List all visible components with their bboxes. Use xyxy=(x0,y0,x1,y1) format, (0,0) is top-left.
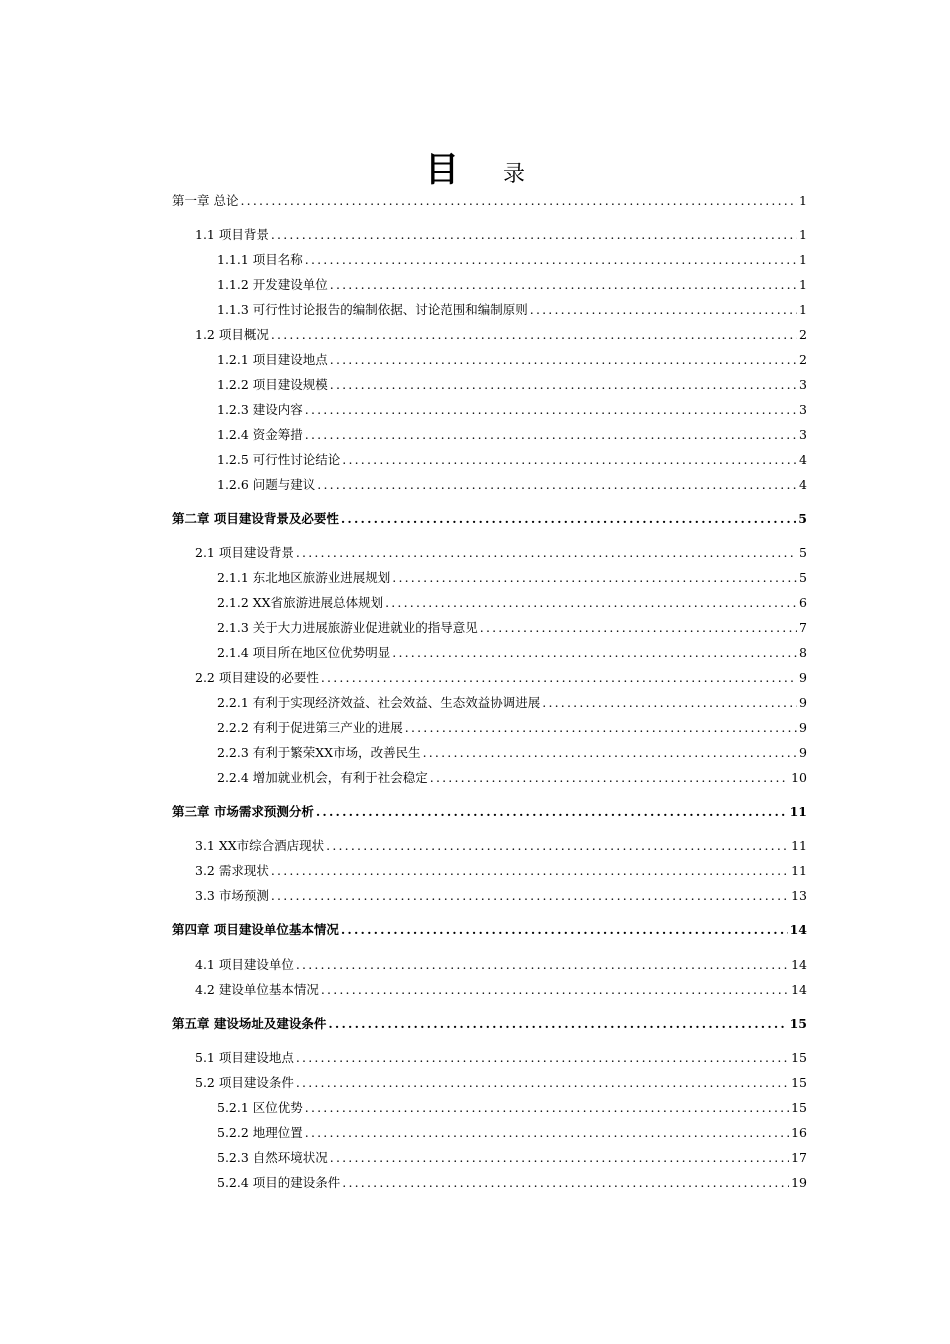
toc-entry[interactable] xyxy=(217,692,807,714)
toc-page-number: 10 xyxy=(791,770,807,785)
toc-leader-dots xyxy=(430,767,789,789)
toc-entry-label: 1.1.1 项目名称 xyxy=(217,252,303,267)
toc-page-number: 3 xyxy=(799,377,807,392)
toc-leader-dots xyxy=(296,1047,789,1069)
toc-page-number: 19 xyxy=(791,1175,807,1190)
toc-entry-label: 2.1.3 关于大力进展旅游业促进就业的指导意见 xyxy=(217,620,478,635)
toc-leader-dots xyxy=(271,885,789,907)
toc-leader-dots xyxy=(296,1072,789,1094)
toc-leader-dots xyxy=(530,299,797,321)
toc-entry[interactable] xyxy=(217,592,807,614)
toc-entry-label: 2.2.3 有利于繁荣XX市场，改善民生 xyxy=(217,745,421,760)
toc-entry[interactable] xyxy=(195,860,807,882)
toc-leader-dots xyxy=(305,1097,789,1119)
toc-entry[interactable] xyxy=(217,1147,807,1169)
toc-leader-dots xyxy=(305,249,797,271)
toc-leader-dots xyxy=(271,224,797,246)
toc-leader-dots xyxy=(341,508,796,530)
toc-leader-dots xyxy=(342,449,797,471)
toc-page-number: 1 xyxy=(799,277,807,292)
toc-entry[interactable] xyxy=(217,274,807,296)
toc-leader-dots xyxy=(342,1172,789,1194)
toc-leader-dots xyxy=(392,567,797,589)
toc-leader-dots xyxy=(423,742,797,764)
toc-page-number: 15 xyxy=(791,1050,807,1065)
toc-entry-label: 第一章 总论 xyxy=(172,193,239,208)
toc-leader-dots xyxy=(296,954,789,976)
toc-page-number: 4 xyxy=(799,452,807,467)
toc-page-number: 13 xyxy=(791,888,807,903)
toc-entry-label: 2.1 项目建设背景 xyxy=(195,545,294,560)
toc-entry[interactable] xyxy=(195,835,807,857)
toc-entry-label: 2.1.2 XX省旅游进展总体规划 xyxy=(217,595,384,610)
toc-entry-label: 1.2.2 项目建设规模 xyxy=(217,377,328,392)
toc-page-number: 16 xyxy=(791,1125,807,1140)
toc-leader-dots xyxy=(385,592,797,614)
toc-page-number: 17 xyxy=(791,1150,807,1165)
toc-leader-dots xyxy=(240,190,797,212)
toc-page-number: 14 xyxy=(791,982,807,997)
toc-entry[interactable] xyxy=(195,667,807,689)
toc-leader-dots xyxy=(330,349,797,371)
toc-page-number: 6 xyxy=(799,595,807,610)
toc-leader-dots xyxy=(330,274,797,296)
toc-entry-label: 第二章 项目建设背景及必要性 xyxy=(172,511,339,526)
toc-page-number: 11 xyxy=(791,863,807,878)
toc-entry[interactable] xyxy=(217,474,807,496)
toc-leader-dots xyxy=(392,642,797,664)
toc-entry-label: 2.2 项目建设的必要性 xyxy=(195,670,319,685)
toc-entry[interactable] xyxy=(217,299,807,321)
toc-entry[interactable] xyxy=(217,742,807,764)
toc-leader-dots xyxy=(317,474,797,496)
toc-page-number: 14 xyxy=(791,957,807,972)
toc-entry-label: 2.2.2 有利于促进第三产业的进展 xyxy=(217,720,403,735)
toc-page-number: 15 xyxy=(791,1075,807,1090)
toc-entry-label: 2.2.1 有利于实现经济效益、社会效益、生态效益协调进展 xyxy=(217,695,541,710)
toc-entry-label: 5.2.3 自然环境状况 xyxy=(217,1150,328,1165)
toc-page-number: 1 xyxy=(799,302,807,317)
toc-leader-dots xyxy=(296,542,797,564)
toc-leader-dots xyxy=(305,399,797,421)
toc-entry[interactable] xyxy=(217,1172,807,1194)
toc-page-number: 3 xyxy=(799,427,807,442)
toc-page-number: 9 xyxy=(799,745,807,760)
toc-page-number: 2 xyxy=(799,352,807,367)
toc-leader-dots xyxy=(316,801,788,823)
toc-entry-label: 1.1.2 开发建设单位 xyxy=(217,277,328,292)
toc-leader-dots xyxy=(341,919,788,941)
toc-entry-label: 5.2.2 地理位置 xyxy=(217,1125,303,1140)
toc-entry[interactable] xyxy=(195,542,807,564)
toc-entry[interactable] xyxy=(217,617,807,639)
toc-chapter-entry[interactable] xyxy=(172,919,807,941)
toc-page-number: 9 xyxy=(799,695,807,710)
toc-entry[interactable] xyxy=(217,767,807,789)
toc-entry-label: 3.1 XX市综合酒店现状 xyxy=(195,838,325,853)
toc-entry-label: 3.3 市场预测 xyxy=(195,888,269,903)
toc-entry[interactable] xyxy=(217,1097,807,1119)
toc-entry-label: 3.2 需求现状 xyxy=(195,863,269,878)
toc-entry-label: 5.2.1 区位优势 xyxy=(217,1100,303,1115)
toc-entry-label: 5.2 项目建设条件 xyxy=(195,1075,294,1090)
toc-entry-label: 1.2.5 可行性讨论结论 xyxy=(217,452,341,467)
toc-entry[interactable] xyxy=(217,424,807,446)
toc-page-number: 4 xyxy=(799,477,807,492)
toc-entry[interactable] xyxy=(217,449,807,471)
toc-title xyxy=(0,142,950,191)
toc-page-number: 5 xyxy=(798,511,807,526)
toc-entry-label: 2.1.4 项目所在地区位优势明显 xyxy=(217,645,391,660)
toc-leader-dots xyxy=(321,667,797,689)
toc-entry-label: 5.1 项目建设地点 xyxy=(195,1050,294,1065)
toc-entry[interactable] xyxy=(195,885,807,907)
toc-entry-label: 2.1.1 东北地区旅游业进展规划 xyxy=(217,570,391,585)
toc-page-number: 5 xyxy=(799,545,807,560)
toc-page-number: 9 xyxy=(799,720,807,735)
toc-entry-label: 1.2 项目概况 xyxy=(195,327,269,342)
toc-entry-label: 1.2.1 项目建设地点 xyxy=(217,352,328,367)
toc-entry-label: 1.1.3 可行性讨论报告的编制依据、讨论范围和编制原则 xyxy=(217,302,528,317)
toc-entry[interactable] xyxy=(217,349,807,371)
toc-entry-label: 第五章 建设场址及建设条件 xyxy=(172,1016,327,1031)
toc-leader-dots xyxy=(271,324,797,346)
toc-page-number: 1 xyxy=(799,252,807,267)
toc-entry-label: 第三章 市场需求预测分析 xyxy=(172,804,314,819)
toc-page-number: 8 xyxy=(799,645,807,660)
toc-leader-dots xyxy=(330,374,797,396)
toc-leader-dots xyxy=(542,692,797,714)
toc-entry-label: 4.2 建设单位基本情况 xyxy=(195,982,319,997)
toc-entry[interactable] xyxy=(217,399,807,421)
toc-entry-label: 5.2.4 项目的建设条件 xyxy=(217,1175,341,1190)
toc-page-number: 11 xyxy=(789,804,807,819)
toc-chapter-entry[interactable] xyxy=(172,190,807,212)
toc-page-number: 11 xyxy=(791,838,807,853)
toc-entry-label: 2.2.4 增加就业机会，有利于社会稳定 xyxy=(217,770,428,785)
toc-page-number: 14 xyxy=(789,922,807,937)
toc-entry-label: 4.1 项目建设单位 xyxy=(195,957,294,972)
toc-page-number: 3 xyxy=(799,402,807,417)
toc-page-number: 5 xyxy=(799,570,807,585)
toc-entry[interactable] xyxy=(195,224,807,246)
toc-page-number: 2 xyxy=(799,327,807,342)
toc-entry[interactable] xyxy=(195,1047,807,1069)
toc-leader-dots xyxy=(330,1147,789,1169)
toc-entry[interactable] xyxy=(217,567,807,589)
toc-leader-dots xyxy=(305,1122,789,1144)
toc-chapter-entry[interactable] xyxy=(172,508,807,530)
toc-page-number: 7 xyxy=(799,620,807,635)
toc-leader-dots xyxy=(271,860,789,882)
toc-leader-dots xyxy=(326,835,789,857)
toc-title-main: 目 xyxy=(424,150,459,190)
toc-leader-dots xyxy=(480,617,797,639)
toc-leader-dots xyxy=(321,979,789,1001)
toc-page-number: 15 xyxy=(789,1016,807,1031)
toc-entry-label: 1.2.4 资金筹措 xyxy=(217,427,303,442)
toc-page-number: 1 xyxy=(799,193,807,208)
toc-entry-label: 第四章 项目建设单位基本情况 xyxy=(172,922,339,937)
toc-chapter-entry[interactable] xyxy=(172,1013,807,1035)
toc-entry-label: 1.2.3 建设内容 xyxy=(217,402,303,417)
toc-page-number: 1 xyxy=(799,227,807,242)
toc-entry[interactable] xyxy=(217,374,807,396)
toc-leader-dots xyxy=(405,717,797,739)
toc-entry[interactable] xyxy=(217,717,807,739)
toc-entry[interactable] xyxy=(217,642,807,664)
toc-entry[interactable] xyxy=(217,249,807,271)
toc-entry-label: 1.2.6 问题与建议 xyxy=(217,477,316,492)
toc-leader-dots xyxy=(328,1013,787,1035)
toc-title-sub: 录 xyxy=(502,162,525,187)
toc-entry[interactable] xyxy=(195,324,807,346)
toc-entry-label: 1.1 项目背景 xyxy=(195,227,269,242)
toc-leader-dots xyxy=(305,424,797,446)
toc-chapter-entry[interactable] xyxy=(172,801,807,823)
toc-entry[interactable] xyxy=(195,954,807,976)
toc-entry[interactable] xyxy=(195,979,807,1001)
toc-entry[interactable] xyxy=(195,1072,807,1094)
toc-page-number: 9 xyxy=(799,670,807,685)
toc-page-number: 15 xyxy=(791,1100,807,1115)
toc-entry[interactable] xyxy=(217,1122,807,1144)
